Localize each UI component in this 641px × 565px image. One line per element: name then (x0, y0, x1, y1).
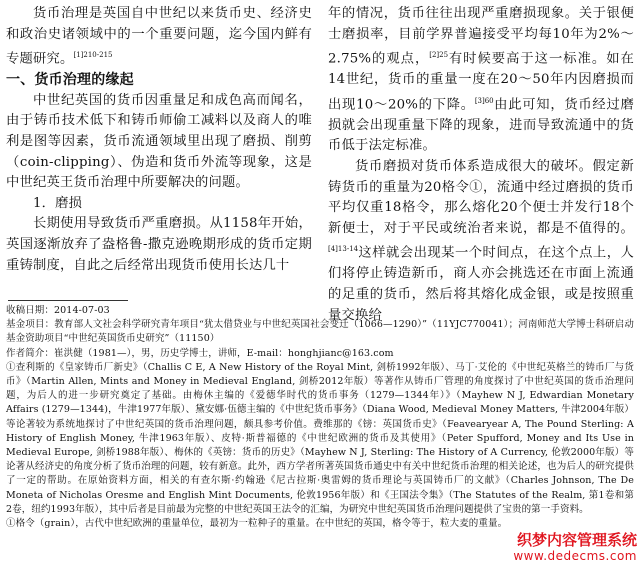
footnote-literature: ①查利斯的《皇家铸币厂新史》（Challis C E, A New History of the Royal Mint, 剑桥1992年版）、马丁·艾伦的《中世纪英格兰的铸币厂与货币》（Martin Allen, Mints and Money in Medieval England, 剑桥2012年版）等著作从铸币厂管理的角度探讨了中世纪英国的货币治理问题，为后人的进一步研究奠定了基础。由梅休主编的《爱德华时代的货币事务（1279—1344年）》（Mayhew N J, Edwardian Monetary Affairs (1279—1344)，牛津1977年版）、黛安娜·伍德主编的《中世纪货币事务》（Diana Wood, Medieval Money Matters, 牛津2004年版）等论著较为系统地探讨了中世纪英国的货币治理问题，颇具参考价值。费维那的《镑：英国货币史》（Feavearyear A, The Pound Sterling: A History of English Money, 牛津1963年版）、皮特·斯普福德的《中世纪欧洲的货币及其使用》（Peter Spufford, Money and Its Use in Medieval Europe, 剑桥1988年版）、梅休的《英镑：货币的历史》（Mayhew N J, Sterling: The History of A Currency, 伦敦2000年版）等论著从经济史的角度分析了货币治理的问题，较有新意。此外，西方学者所著英国货币通史中有关中世纪货币治理的相关论述，也为后人的研究提供了一定的帮助。在原始资料方面，相关的有查尔斯·约翰逊《尼古拉斯·奥雷姆的货币理论与英国铸币厂的文献》（Charles Johnson, The De Moneta of Nicholas Oresme and English Mint Documents, 伦敦1956年版）和《王国法令集》（The Statutes of the Realm, 第1卷和第2卷，纽约1993年版），其中后者是目前最为完整的中世纪英国王法令的汇编，为研究中世纪英国货币治理问题提供了宝贵的第一手资料。 (6, 361, 634, 515)
damage-paragraph (328, 157, 634, 326)
intro-text: 货币治理是英国自中世纪以来货币史、经济史和政治史诸领域中的一个重要问题，迄今国内鲜有专题研究。 (6, 6, 312, 67)
fund-label: 基金项目： (6, 319, 55, 331)
left-column (6, 4, 312, 276)
wear-rate-text: 年的情况，货币往往出现严重磨损现象。关于银便士磨损率，目前学界普遍接受平均每10年为2%～2.75%的观点， (328, 6, 634, 67)
origin-paragraph: 中世纪英国的货币因重量足和成色高而闻名，由于铸币技术低下和铸币师偷工减料以及商人的唯利是图等因素，货币流通领域里出现了磨损、削剪（coin-clipping）、伪造和货币外流等现象，这是中世纪英王货币治理中所要解决的问题。 (6, 92, 312, 191)
footnote-divider (8, 300, 128, 301)
footnote-grain: ①格令（grain），古代中世纪欧洲的重量单位，最初为一粒种子的重量。在中世纪的英国，格令等于，粒大麦的重量。 (6, 518, 508, 530)
fund-line (6, 318, 634, 346)
right-column (328, 4, 634, 326)
citation-ref: [3]60 (474, 96, 494, 105)
section-heading: 一、货币治理的缘起 (6, 72, 134, 89)
author-line (6, 347, 634, 361)
watermark-url: www.dedecms.com (513, 549, 637, 563)
received-label: 收稿日期： (6, 305, 55, 316)
wear-continuation-paragraph (328, 4, 634, 157)
citation-ref: [1]210-215 (73, 51, 113, 60)
received-date-line (6, 304, 634, 318)
received-date: 2014-07-03 (54, 305, 110, 316)
intro-paragraph (6, 4, 312, 70)
wear-paragraph: 长期使用导致货币严重磨损。从1158年开始，英国逐渐放弃了盎格鲁-撒克逊晚期形成的货币定期重铸制度，自此之后经常出现货币使用长达几十 (6, 216, 312, 273)
subheading-wear: 1．磨损 (33, 195, 83, 211)
citation-ref: [2]25 (429, 51, 449, 60)
author-label: 作者简介： (6, 347, 55, 359)
fund-text: 教育部人文社会科学研究青年项目“犹太借贷业与中世纪英国社会变迁（1066—1290）”（11YJC770041）；河南师范大学博士科研启动基金资助项目“中世纪英国货币史研究”（11150） (6, 319, 634, 345)
wear-14th-century-text: 有时候要高于这一标准。如在14世纪，货币的重量一度在20～50年内因磨损而出现10～20%的下降。 (328, 51, 634, 113)
damage-continuation-text: 这样就会出现某一个时间点，在这个点上，人们将停止铸造新币，商人亦会挑选还在市面上流通的足重的货币，然后将其熔化成金银，或是按照重量交换给 (328, 245, 634, 323)
watermark-name: 织梦内容管理系统 (516, 531, 637, 549)
footnotes-block (6, 304, 634, 531)
citation-ref: [4]13-14 (328, 245, 359, 254)
site-watermark (513, 532, 637, 563)
wear-conclusion-text: 由此可知，货币经过磨损就会出现重量下降的现象，进而导致流通中的货币低于法定标准。 (328, 97, 635, 154)
damage-text: 货币磨损对货币体系造成很大的破坏。假定新铸货币的重量为20格令①，流通中经过磨损的货币平均仅重18格令，那么熔化20个便士并发行18个新便士，对于平民或统治者来说，都是不值得的。 (328, 159, 634, 236)
author-text: 崔洪健（1981—），男，历史学博士，讲师，E-mail：honghjianc@163.com (54, 347, 394, 359)
